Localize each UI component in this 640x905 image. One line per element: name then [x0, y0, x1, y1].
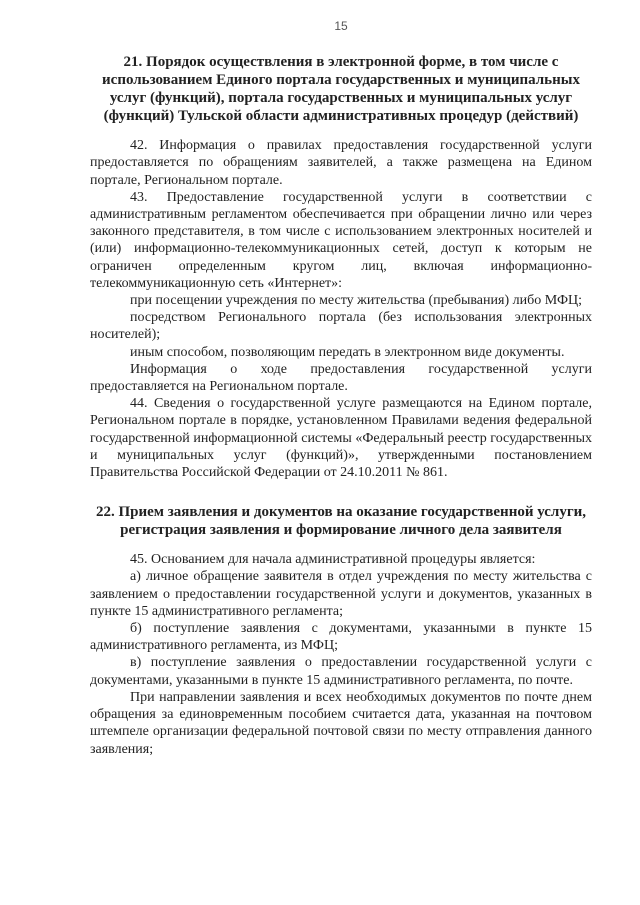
paragraph: 44. Сведения о государственной услуге размещаются на Едином портале, Региональном портале в порядке, установленном Правилами ведения федеральной государственной информационной системы «Федеральный реестр государственных и муниципальных услуг (функций)», утвержденными постановлением Правительства Российской Федерации от 24.10.2011 № 861. — [90, 396, 592, 481]
paragraph: в) поступление заявления о предоставлении государственной услуги с документами, указанными в пункте 15 административного регламента, по почте. — [90, 655, 592, 688]
paragraph: иным способом, позволяющим передать в электронном виде документы. — [130, 344, 565, 360]
paragraph: при посещении учреждения по месту жительства (пребывания) либо МФЦ; — [130, 293, 583, 309]
paragraph: 43. Предоставление государственной услуги в соответствии с административным регламентом обеспечивается при обращении лично или через законного представителя, в том числе с использованием электронных носителей и (или) информационно-телекоммуникационных сетей, доступ к которым не ограничен определенным кругом лиц, включая информационно-телекоммуникационную сеть «Интернет»: — [90, 189, 592, 291]
paragraph: 45. Основанием для начала административной процедуры является: — [130, 552, 536, 568]
page-number: 15 — [334, 19, 348, 33]
paragraph: При направлении заявления и всех необходимых документов по почте днем обращения за единовременным пособием считается дата, указанная на почтовом штемпеле организации федеральной почтовой связи по месту отправления данного заявления; — [90, 689, 592, 757]
section-21 — [90, 53, 592, 481]
paragraph: б) поступление заявления с документами, указанными в пункте 15 административного регламента, из МФЦ; — [90, 621, 592, 654]
paragraph: Информация о ходе предоставления государственной услуги предоставляется на Региональном портале. — [90, 361, 592, 395]
paragraph: посредством Регионального портала (без использования электронных носителей); — [90, 310, 592, 343]
paragraph: а) личное обращение заявителя в отдел учреждения по месту жительства с заявлением о предоставлении государственной услуги и документов, указанных в пункте 15 административного регламента; — [90, 569, 592, 619]
section-22 — [90, 503, 592, 757]
paragraph: 42. Информация о правилах предоставления государственной услуги предоставляется по обращениям заявителей, а также размещена на Едином портале, Региональном портале. — [90, 138, 592, 188]
section-heading: 21. Порядок осуществления в электронной форме, в том числе с использованием Единого портала государственных и муниципальных услуг (функций), портала государственных и муниципальных услуг (функций) Тульской области административных процедур (действий) — [102, 54, 580, 125]
section-heading: 22. Прием заявления и документов на оказание государственной услуги, регистрация заявления и формирование личного дела заявителя — [95, 504, 587, 539]
section-spacer — [90, 481, 592, 503]
